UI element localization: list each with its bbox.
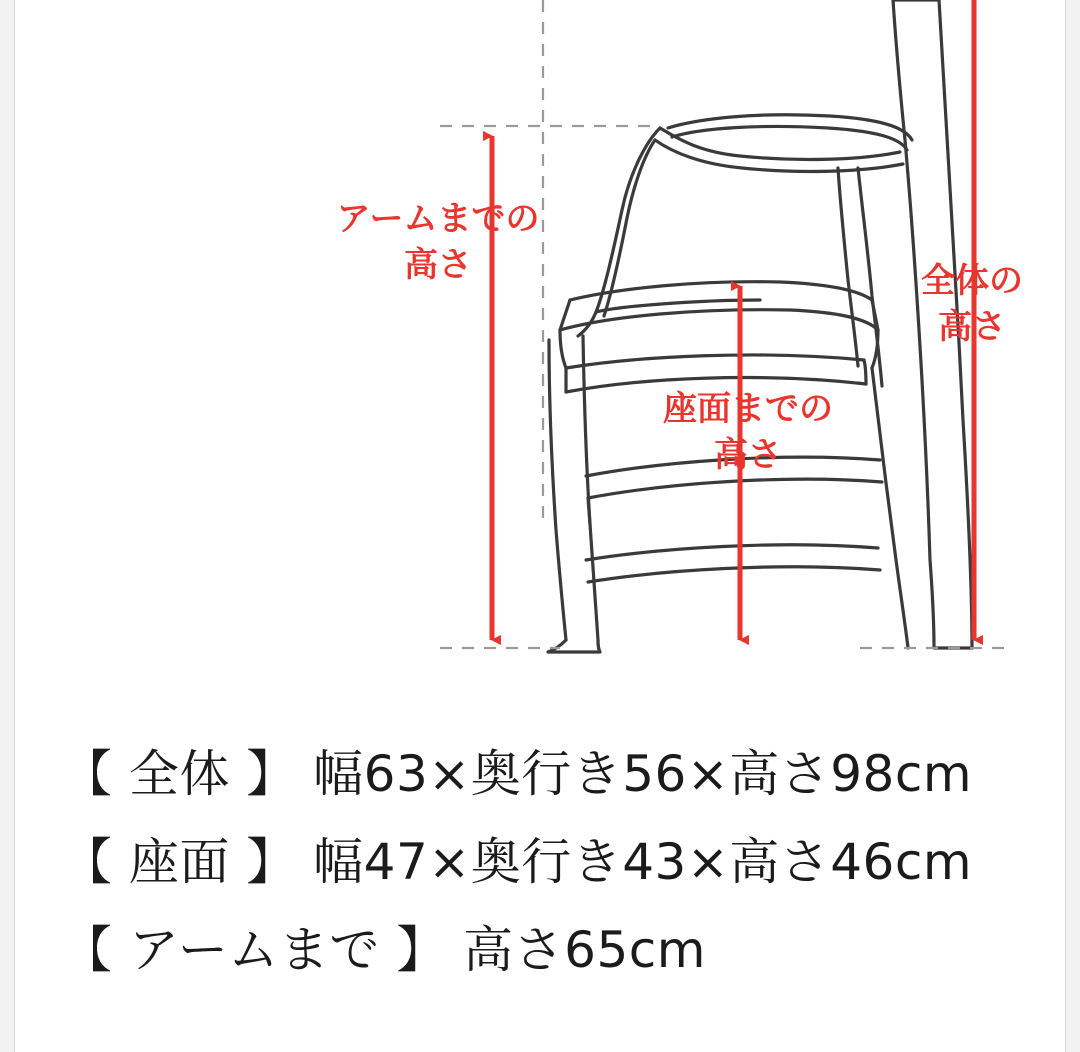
spec-line-seat: 【 座面 】 幅47×奥行き43×高さ46cm (62, 833, 973, 891)
seat-height-label-line1: 座面までの (663, 389, 833, 429)
chair-outline (548, 0, 972, 652)
spec-line-overall: 【 全体 】 幅63×奥行き56×高さ98cm (62, 745, 973, 803)
arm-height-measure (337, 136, 540, 640)
overall-height-label-line2: 高さ (938, 307, 1006, 347)
overall-height-label-line1: 全体の (921, 261, 1023, 301)
arm-height-label-line2: 高さ (404, 245, 472, 285)
overall-height-measure (921, 0, 1023, 640)
arm-height-label-line1: アームまでの (336, 199, 540, 239)
reference-lines (440, 0, 1010, 648)
specs-list (0, 730, 1080, 994)
spec-line-arm: 【 アームまで 】 高さ65cm (62, 921, 706, 979)
seat-height-label-line2: 高さ (714, 435, 782, 475)
